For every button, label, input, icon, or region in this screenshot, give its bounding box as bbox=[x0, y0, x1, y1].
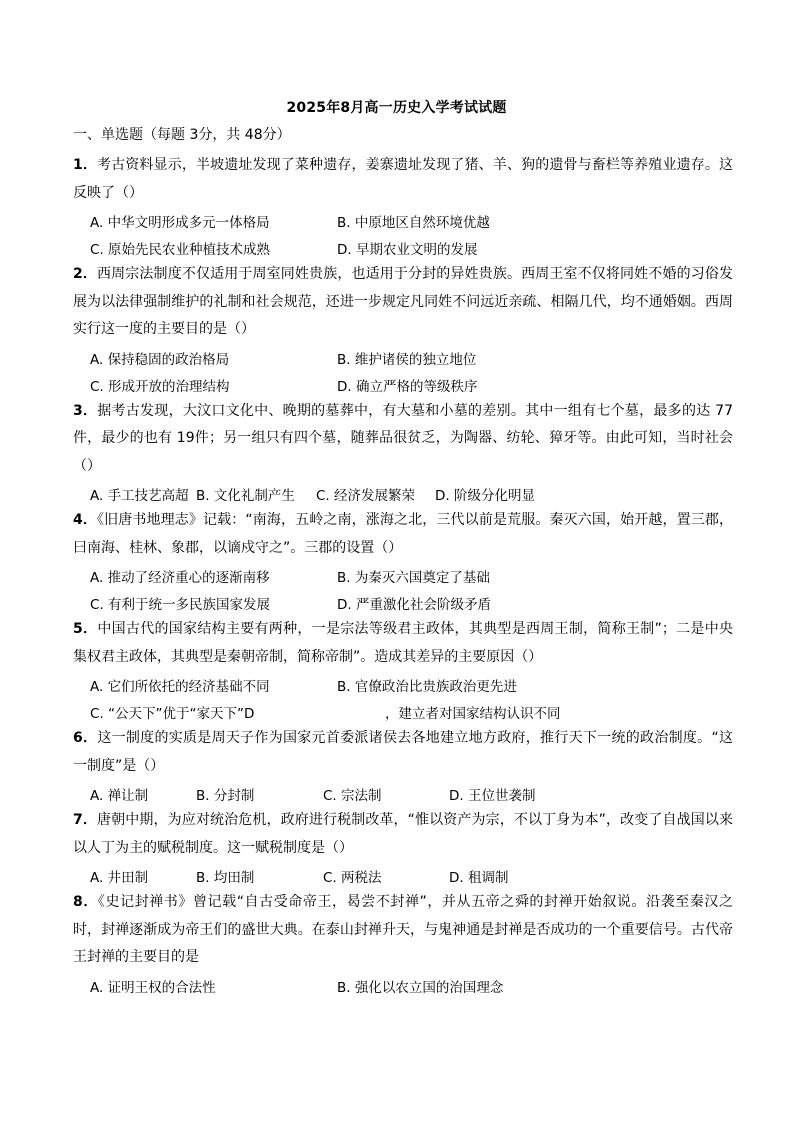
question-2 bbox=[73, 261, 733, 398]
question-number: 4． bbox=[73, 512, 97, 528]
option-a[interactable]: A. 它们所依托的经济基础不同 bbox=[90, 679, 270, 695]
option-a[interactable]: A. 中华文明形成多元一体格局 bbox=[90, 215, 270, 231]
option-b[interactable]: B. 为秦灭六国奠定了基础 bbox=[337, 570, 490, 586]
option-b[interactable]: B. 中原地区自然环境优越 bbox=[337, 215, 490, 231]
question-5 bbox=[73, 616, 733, 725]
question-number: 6． bbox=[73, 730, 98, 746]
options-row bbox=[73, 371, 733, 398]
question-stem bbox=[73, 261, 733, 344]
option-c[interactable]: C. “公天下”优于“家天下”D bbox=[90, 706, 255, 722]
option-a[interactable]: A. 井田制 bbox=[90, 870, 149, 886]
options-row bbox=[73, 589, 733, 616]
option-b[interactable]: B. 文化礼制产生 bbox=[196, 488, 295, 504]
question-6 bbox=[73, 725, 733, 807]
option-d[interactable]: D. 王位世袭制 bbox=[449, 788, 536, 804]
option-d[interactable]: D. 阶级分化明显 bbox=[435, 488, 535, 504]
option-a[interactable]: A. 证明王权的合法性 bbox=[90, 979, 216, 996]
option-b[interactable]: B. 维护诸侯的独立地位 bbox=[337, 351, 477, 368]
options-row bbox=[73, 698, 733, 725]
question-text: 考古资料显示，半坡遗址发现了菜种遗存，姜寨遗址发现了猪、羊、狗的遗骨与畜栏等养殖业遗存。这反映了（） bbox=[73, 157, 733, 201]
option-d[interactable]: D. 确立严格的等级秩序 bbox=[337, 378, 478, 395]
question-7 bbox=[73, 807, 733, 889]
options-row bbox=[73, 344, 733, 371]
options-row bbox=[73, 480, 733, 507]
options-row bbox=[73, 862, 733, 889]
question-stem bbox=[73, 725, 733, 780]
option-c[interactable]: C. 有利于统一多民族国家发展 bbox=[90, 597, 271, 613]
option-b[interactable]: B. 强化以农立国的治国理念 bbox=[337, 979, 504, 996]
question-text: 西周宗法制度不仅适用于周室同姓贵族，也适用于分封的异姓贵族。西周王室不仅将同姓不婚的习俗发展为以法律强制维护的礼制和社会规范，还进一步规定凡同姓不问远近亲疏、相隔几代，均不通婚姻。西周实行这一度的主要目的是（） bbox=[73, 266, 733, 337]
question-text: 据考古发现，大汶口文化中、晚期的墓葬中，有大墓和小墓的差别。其中一组有七个墓，最多的达 77件，最少的也有 19件；另一组只有四个墓，随葬品很贫乏，为陶器、纺轮、獐牙等。由此可知，当时社会（） bbox=[73, 402, 733, 474]
question-4 bbox=[73, 507, 733, 616]
question-number: 1． bbox=[73, 157, 98, 173]
option-c[interactable]: C. 两税法 bbox=[323, 870, 382, 886]
option-b[interactable]: B. 官僚政治比贵族政治更先进 bbox=[337, 679, 517, 695]
question-stem bbox=[73, 398, 733, 481]
options-row bbox=[73, 207, 733, 234]
question-text: 这一制度的实质是周天子作为国家元首委派诸侯去各地建立地方政府，推行天下一统的政治制度。“这一制度”是（） bbox=[73, 730, 733, 774]
options-row bbox=[73, 562, 733, 589]
question-number: 2． bbox=[73, 266, 98, 282]
option-c[interactable]: C. 经济发展繁荣 bbox=[316, 488, 416, 504]
option-a[interactable]: A. 保持稳固的政治格局 bbox=[90, 351, 230, 368]
question-text: 中国古代的国家结构主要有两种，一是宗法等级君主政体，其典型是西周王制，简称王制”；二是中央集权君主政体，其典型是秦朝帝制，简称帝制”。造成其差异的主要原因（） bbox=[73, 621, 733, 665]
question-stem bbox=[73, 807, 733, 862]
question-3 bbox=[73, 398, 733, 508]
question-stem bbox=[73, 889, 733, 972]
options-row bbox=[73, 972, 733, 999]
question-text: 唐朝中期，为应对统治危机，政府进行税制改革，“惟以资产为宗，不以丁身为本”，改变了自战国以来以人丁为主的赋税制度。这一赋税制度是（） bbox=[73, 812, 733, 856]
option-d[interactable]: ，建立者对国家结构认识不同 bbox=[385, 706, 561, 722]
option-d[interactable]: D. 租调制 bbox=[449, 870, 509, 886]
question-text: 《旧唐书地理志》记载：“南海，五岭之南，涨海之北，三代以前是荒服。秦灭六国，始开越，置三郡，曰南海、桂林、象郡，以谪戍守之”。三郡的设置（） bbox=[73, 512, 733, 556]
question-number: 7． bbox=[73, 812, 97, 828]
option-b[interactable]: B. 均田制 bbox=[196, 870, 255, 886]
option-a[interactable]: A. 推动了经济重心的逐渐南移 bbox=[90, 570, 270, 586]
option-d[interactable]: D. 严重激化社会阶级矛盾 bbox=[337, 597, 491, 613]
section-heading: 一、单选题（每题 3分，共 48分） bbox=[73, 127, 291, 143]
option-a[interactable]: A. 手工技艺高超 bbox=[90, 488, 189, 504]
question-number: 5． bbox=[73, 621, 98, 637]
question-number: 8． bbox=[73, 894, 98, 910]
options-row bbox=[73, 671, 733, 698]
exam-title: 2025年8月高一历史入学考试试题 bbox=[286, 100, 507, 116]
option-c[interactable]: C. 形成开放的治理结构 bbox=[90, 378, 230, 395]
options-row bbox=[73, 234, 733, 261]
option-c[interactable]: C. 宗法制 bbox=[323, 788, 382, 804]
option-b[interactable]: B. 分封制 bbox=[196, 788, 255, 804]
option-a[interactable]: A. 禅让制 bbox=[90, 788, 149, 804]
question-stem bbox=[73, 152, 733, 207]
question-1 bbox=[73, 152, 733, 261]
question-stem bbox=[73, 616, 733, 671]
question-list bbox=[73, 152, 733, 999]
question-8 bbox=[73, 889, 733, 999]
question-stem bbox=[73, 507, 733, 562]
option-d[interactable]: D. 早期农业文明的发展 bbox=[337, 242, 478, 258]
question-text: 《史记封禅书》曾记载“自古受命帝王，曷尝不封禅”，并从五帝之舜的封禅开始叙说。沿袭至秦汉之时，封禅逐渐成为帝王们的盛世大典。在泰山封禅升天，与鬼神通是封禅是否成功的一个重要信号。古代帝王封禅的主要目的是 bbox=[73, 894, 733, 965]
options-row bbox=[73, 780, 733, 807]
question-number: 3． bbox=[73, 402, 98, 419]
option-c[interactable]: C. 原始先民农业种植技术成熟 bbox=[90, 242, 271, 258]
